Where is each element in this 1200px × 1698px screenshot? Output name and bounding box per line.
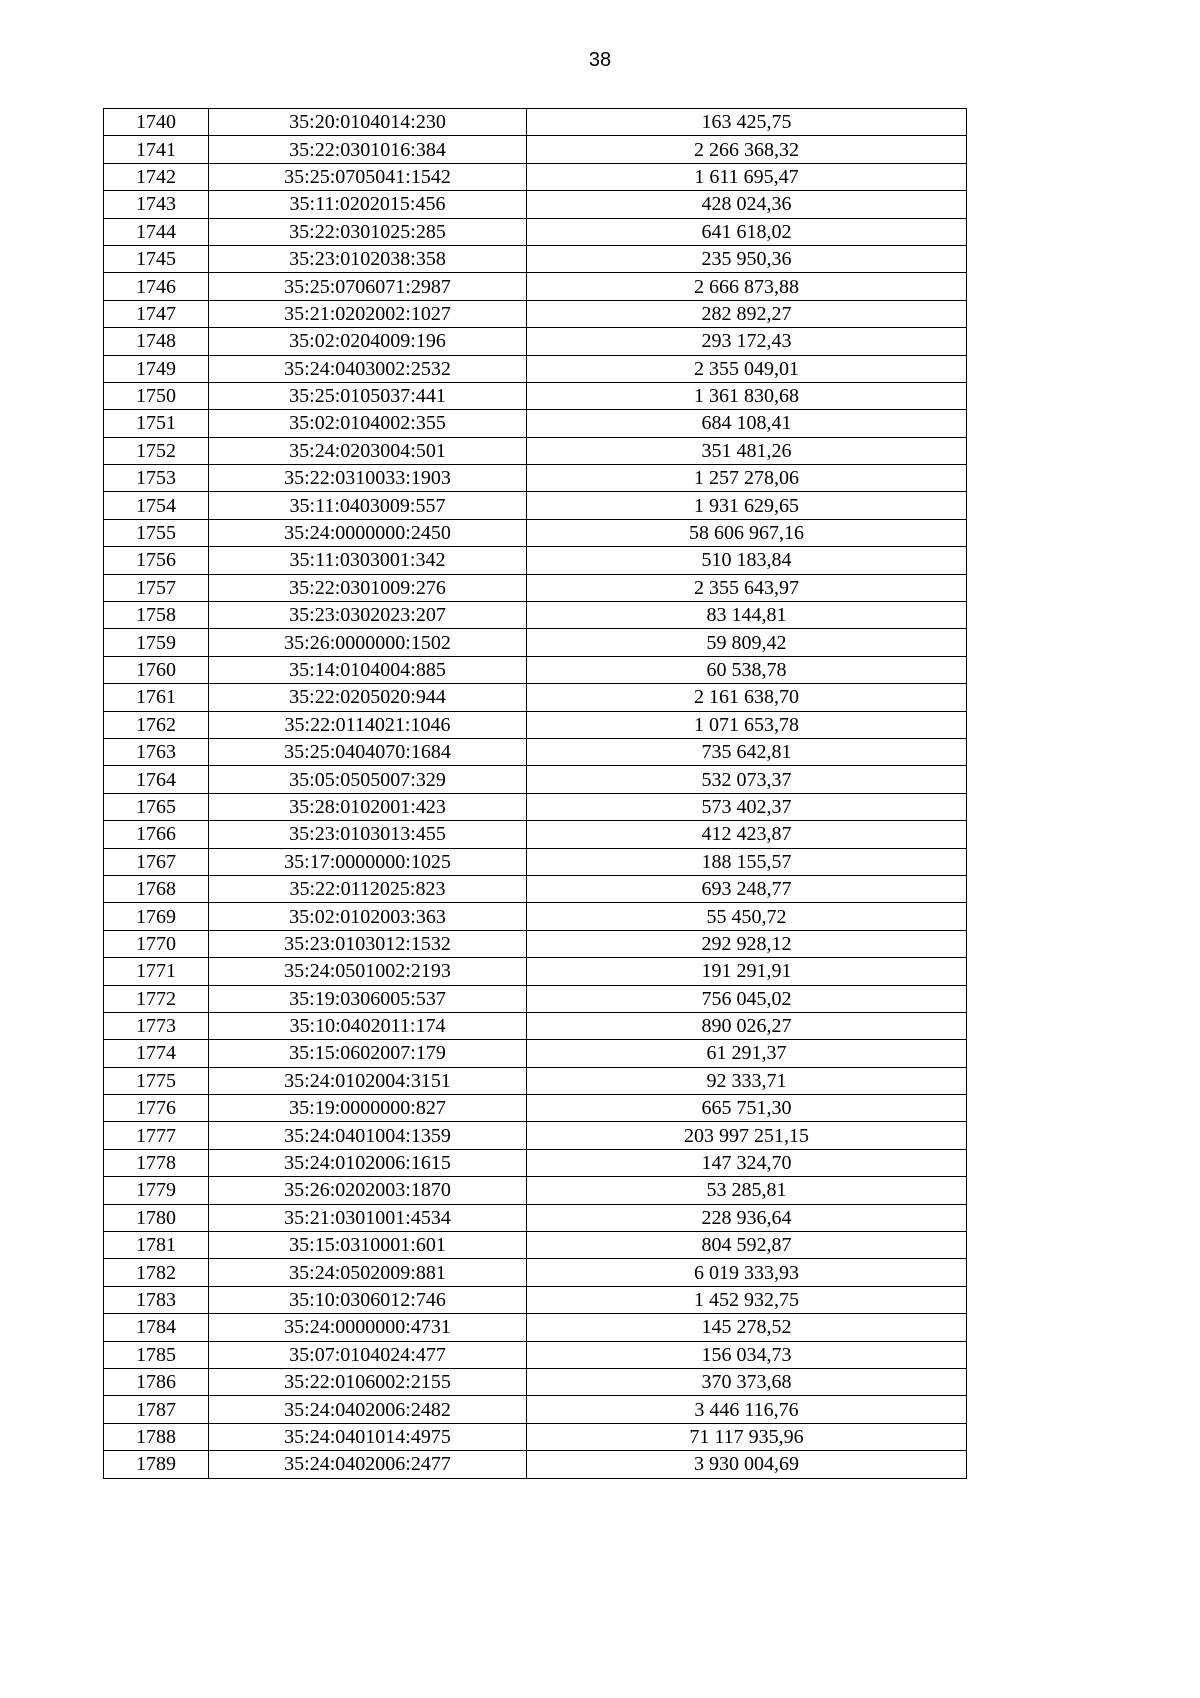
cadastral-number-cell: 35:21:0202002:1027 (209, 300, 527, 327)
cadastral-number-cell: 35:23:0103012:1532 (209, 930, 527, 957)
row-number-cell: 1742 (104, 163, 209, 190)
cadastral-value-cell: 188 155,57 (527, 848, 967, 875)
cadastral-value-cell: 59 809,42 (527, 629, 967, 656)
cadastral-number-cell: 35:07:0104024:477 (209, 1341, 527, 1368)
cadastral-value-cell: 3 446 116,76 (527, 1396, 967, 1423)
row-number-cell: 1754 (104, 492, 209, 519)
cadastral-number-cell: 35:26:0202003:1870 (209, 1177, 527, 1204)
table-row (104, 300, 967, 327)
cadastral-value-cell: 83 144,81 (527, 602, 967, 629)
table-row (104, 163, 967, 190)
table-row (104, 136, 967, 163)
row-number-cell: 1774 (104, 1040, 209, 1067)
table-row (104, 1259, 967, 1286)
cadastral-value-cell: 2 266 368,32 (527, 136, 967, 163)
cadastral-value-cell: 203 997 251,15 (527, 1122, 967, 1149)
row-number-cell: 1749 (104, 355, 209, 382)
cadastral-number-cell: 35:24:0502009:881 (209, 1259, 527, 1286)
cadastral-value-cell: 58 606 967,16 (527, 519, 967, 546)
row-number-cell: 1777 (104, 1122, 209, 1149)
table-row (104, 656, 967, 683)
table-row (104, 1341, 967, 1368)
cadastral-value-cell: 532 073,37 (527, 766, 967, 793)
cadastral-number-cell: 35:15:0310001:601 (209, 1232, 527, 1259)
cadastral-value-cell: 191 291,91 (527, 958, 967, 985)
cadastral-value-cell: 2 355 643,97 (527, 574, 967, 601)
row-number-cell: 1741 (104, 136, 209, 163)
row-number-cell: 1762 (104, 711, 209, 738)
row-number-cell: 1750 (104, 382, 209, 409)
cadastral-value-cell: 145 278,52 (527, 1314, 967, 1341)
cadastral-number-cell: 35:19:0306005:537 (209, 985, 527, 1012)
row-number-cell: 1743 (104, 191, 209, 218)
cadastral-number-cell: 35:22:0301025:285 (209, 218, 527, 245)
cadastral-number-cell: 35:28:0102001:423 (209, 793, 527, 820)
row-number-cell: 1789 (104, 1451, 209, 1478)
row-number-cell: 1778 (104, 1149, 209, 1176)
table-row (104, 1204, 967, 1231)
row-number-cell: 1770 (104, 930, 209, 957)
cadastral-value-cell: 370 373,68 (527, 1368, 967, 1395)
cadastral-number-cell: 35:25:0705041:1542 (209, 163, 527, 190)
cadastral-value-cell: 292 928,12 (527, 930, 967, 957)
table-row (104, 355, 967, 382)
row-number-cell: 1761 (104, 684, 209, 711)
table-row (104, 903, 967, 930)
cadastral-number-cell: 35:15:0602007:179 (209, 1040, 527, 1067)
cadastral-value-cell: 735 642,81 (527, 738, 967, 765)
cadastral-number-cell: 35:22:0114021:1046 (209, 711, 527, 738)
cadastral-value-cell: 293 172,43 (527, 328, 967, 355)
row-number-cell: 1766 (104, 821, 209, 848)
cadastral-number-cell: 35:11:0202015:456 (209, 191, 527, 218)
cadastral-value-cell: 510 183,84 (527, 547, 967, 574)
row-number-cell: 1783 (104, 1286, 209, 1313)
cadastral-number-cell: 35:25:0706071:2987 (209, 273, 527, 300)
cadastral-number-cell: 35:10:0306012:746 (209, 1286, 527, 1313)
table-row (104, 191, 967, 218)
cadastral-value-cell: 60 538,78 (527, 656, 967, 683)
cadastral-number-cell: 35:24:0102006:1615 (209, 1149, 527, 1176)
table-row (104, 382, 967, 409)
cadastral-value-cell: 61 291,37 (527, 1040, 967, 1067)
cadastral-number-cell: 35:23:0102038:358 (209, 245, 527, 272)
table-row (104, 738, 967, 765)
cadastral-number-cell: 35:22:0205020:944 (209, 684, 527, 711)
cadastral-value-cell: 1 361 830,68 (527, 382, 967, 409)
table-row (104, 519, 967, 546)
cadastral-number-cell: 35:22:0301016:384 (209, 136, 527, 163)
cadastral-number-cell: 35:24:0501002:2193 (209, 958, 527, 985)
cadastral-value-table (103, 108, 967, 1479)
table-row (104, 465, 967, 492)
cadastral-number-cell: 35:22:0310033:1903 (209, 465, 527, 492)
cadastral-number-cell: 35:23:0103013:455 (209, 821, 527, 848)
table-body (104, 109, 967, 1479)
table-row (104, 1423, 967, 1450)
row-number-cell: 1759 (104, 629, 209, 656)
cadastral-number-cell: 35:24:0401014:4975 (209, 1423, 527, 1450)
cadastral-number-cell: 35:26:0000000:1502 (209, 629, 527, 656)
table-row (104, 958, 967, 985)
table-row (104, 711, 967, 738)
row-number-cell: 1773 (104, 1012, 209, 1039)
cadastral-number-cell: 35:20:0104014:230 (209, 109, 527, 136)
table-row (104, 875, 967, 902)
cadastral-value-cell: 2 666 873,88 (527, 273, 967, 300)
cadastral-number-cell: 35:17:0000000:1025 (209, 848, 527, 875)
cadastral-number-cell: 35:24:0402006:2482 (209, 1396, 527, 1423)
cadastral-value-cell: 228 936,64 (527, 1204, 967, 1231)
row-number-cell: 1740 (104, 109, 209, 136)
table-row (104, 821, 967, 848)
table-row (104, 1040, 967, 1067)
table-row (104, 1149, 967, 1176)
row-number-cell: 1769 (104, 903, 209, 930)
cadastral-value-cell: 6 019 333,93 (527, 1259, 967, 1286)
cadastral-value-cell: 684 108,41 (527, 410, 967, 437)
table-row (104, 1314, 967, 1341)
cadastral-number-cell: 35:24:0203004:501 (209, 437, 527, 464)
row-number-cell: 1745 (104, 245, 209, 272)
table-row (104, 410, 967, 437)
cadastral-number-cell: 35:22:0112025:823 (209, 875, 527, 902)
cadastral-number-cell: 35:02:0104002:355 (209, 410, 527, 437)
cadastral-value-cell: 55 450,72 (527, 903, 967, 930)
cadastral-value-cell: 156 034,73 (527, 1341, 967, 1368)
table-row (104, 629, 967, 656)
row-number-cell: 1781 (104, 1232, 209, 1259)
row-number-cell: 1784 (104, 1314, 209, 1341)
table-row (104, 1067, 967, 1094)
table-row (104, 1177, 967, 1204)
cadastral-value-cell: 665 751,30 (527, 1095, 967, 1122)
cadastral-number-cell: 35:24:0000000:4731 (209, 1314, 527, 1341)
cadastral-number-cell: 35:22:0301009:276 (209, 574, 527, 601)
row-number-cell: 1775 (104, 1067, 209, 1094)
row-number-cell: 1764 (104, 766, 209, 793)
table-row (104, 793, 967, 820)
cadastral-value-cell: 71 117 935,96 (527, 1423, 967, 1450)
row-number-cell: 1776 (104, 1095, 209, 1122)
row-number-cell: 1782 (104, 1259, 209, 1286)
table-row (104, 1286, 967, 1313)
cadastral-number-cell: 35:24:0402006:2477 (209, 1451, 527, 1478)
cadastral-value-cell: 756 045,02 (527, 985, 967, 1012)
cadastral-value-cell: 693 248,77 (527, 875, 967, 902)
row-number-cell: 1786 (104, 1368, 209, 1395)
row-number-cell: 1765 (104, 793, 209, 820)
row-number-cell: 1752 (104, 437, 209, 464)
cadastral-value-cell: 428 024,36 (527, 191, 967, 218)
cadastral-number-cell: 35:21:0301001:4534 (209, 1204, 527, 1231)
cadastral-value-cell: 3 930 004,69 (527, 1451, 967, 1478)
table-row (104, 273, 967, 300)
row-number-cell: 1787 (104, 1396, 209, 1423)
row-number-cell: 1748 (104, 328, 209, 355)
table-row (104, 328, 967, 355)
cadastral-number-cell: 35:14:0104004:885 (209, 656, 527, 683)
cadastral-value-cell: 2 355 049,01 (527, 355, 967, 382)
cadastral-value-cell: 890 026,27 (527, 1012, 967, 1039)
row-number-cell: 1746 (104, 273, 209, 300)
cadastral-number-cell: 35:24:0401004:1359 (209, 1122, 527, 1149)
table-row (104, 492, 967, 519)
cadastral-value-cell: 351 481,26 (527, 437, 967, 464)
row-number-cell: 1788 (104, 1423, 209, 1450)
table-row (104, 1122, 967, 1149)
row-number-cell: 1771 (104, 958, 209, 985)
row-number-cell: 1758 (104, 602, 209, 629)
table-row (104, 848, 967, 875)
cadastral-value-cell: 412 423,87 (527, 821, 967, 848)
cadastral-number-cell: 35:24:0102004:3151 (209, 1067, 527, 1094)
table-row (104, 218, 967, 245)
row-number-cell: 1747 (104, 300, 209, 327)
cadastral-value-cell: 1 611 695,47 (527, 163, 967, 190)
row-number-cell: 1751 (104, 410, 209, 437)
cadastral-value-cell: 53 285,81 (527, 1177, 967, 1204)
row-number-cell: 1756 (104, 547, 209, 574)
cadastral-number-cell: 35:05:0505007:329 (209, 766, 527, 793)
row-number-cell: 1744 (104, 218, 209, 245)
row-number-cell: 1753 (104, 465, 209, 492)
table-row (104, 1451, 967, 1478)
row-number-cell: 1768 (104, 875, 209, 902)
cadastral-value-cell: 1 257 278,06 (527, 465, 967, 492)
row-number-cell: 1755 (104, 519, 209, 546)
cadastral-number-cell: 35:24:0000000:2450 (209, 519, 527, 546)
cadastral-value-cell: 163 425,75 (527, 109, 967, 136)
row-number-cell: 1763 (104, 738, 209, 765)
table-row (104, 1396, 967, 1423)
cadastral-number-cell: 35:22:0106002:2155 (209, 1368, 527, 1395)
row-number-cell: 1785 (104, 1341, 209, 1368)
cadastral-number-cell: 35:11:0303001:342 (209, 547, 527, 574)
cadastral-value-cell: 235 950,36 (527, 245, 967, 272)
table-row (104, 985, 967, 1012)
table-row (104, 930, 967, 957)
table-row (104, 1012, 967, 1039)
table-row (104, 574, 967, 601)
cadastral-number-cell: 35:11:0403009:557 (209, 492, 527, 519)
row-number-cell: 1760 (104, 656, 209, 683)
cadastral-number-cell: 35:25:0105037:441 (209, 382, 527, 409)
cadastral-value-cell: 1 071 653,78 (527, 711, 967, 738)
table-row (104, 1232, 967, 1259)
cadastral-number-cell: 35:25:0404070:1684 (209, 738, 527, 765)
cadastral-value-cell: 573 402,37 (527, 793, 967, 820)
cadastral-value-cell: 1 452 932,75 (527, 1286, 967, 1313)
table-row (104, 766, 967, 793)
cadastral-number-cell: 35:19:0000000:827 (209, 1095, 527, 1122)
cadastral-value-cell: 641 618,02 (527, 218, 967, 245)
cadastral-number-cell: 35:02:0102003:363 (209, 903, 527, 930)
row-number-cell: 1780 (104, 1204, 209, 1231)
table-row (104, 602, 967, 629)
row-number-cell: 1772 (104, 985, 209, 1012)
table-row (104, 109, 967, 136)
page-number: 38 (588, 49, 612, 71)
row-number-cell: 1779 (104, 1177, 209, 1204)
cadastral-value-cell: 147 324,70 (527, 1149, 967, 1176)
table-row (104, 684, 967, 711)
cadastral-value-cell: 2 161 638,70 (527, 684, 967, 711)
cadastral-number-cell: 35:24:0403002:2532 (209, 355, 527, 382)
cadastral-value-cell: 804 592,87 (527, 1232, 967, 1259)
cadastral-number-cell: 35:10:0402011:174 (209, 1012, 527, 1039)
cadastral-number-cell: 35:02:0204009:196 (209, 328, 527, 355)
cadastral-value-cell: 92 333,71 (527, 1067, 967, 1094)
row-number-cell: 1767 (104, 848, 209, 875)
table-row (104, 1095, 967, 1122)
table-row (104, 547, 967, 574)
row-number-cell: 1757 (104, 574, 209, 601)
cadastral-number-cell: 35:23:0302023:207 (209, 602, 527, 629)
cadastral-value-cell: 282 892,27 (527, 300, 967, 327)
cadastral-value-cell: 1 931 629,65 (527, 492, 967, 519)
table-row (104, 1368, 967, 1395)
table-row (104, 437, 967, 464)
table-row (104, 245, 967, 272)
